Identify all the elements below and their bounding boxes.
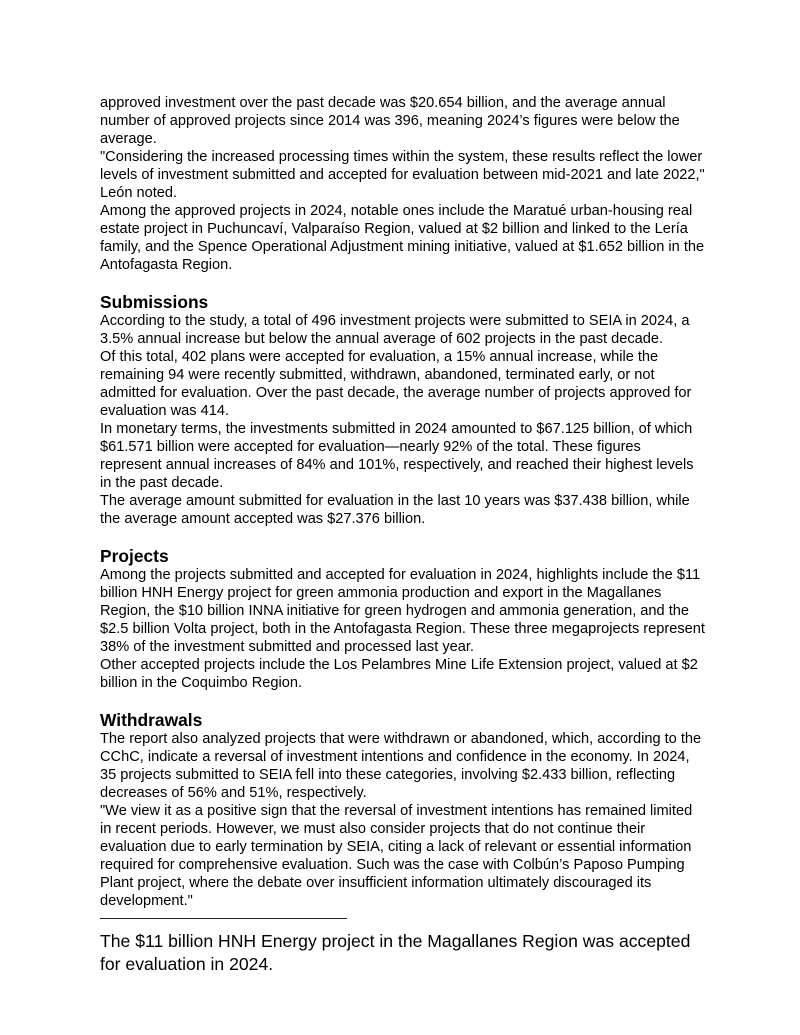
divider-line: ——————————————————— <box>100 910 347 925</box>
section-withdrawals <box>100 710 705 910</box>
section-submissions <box>100 292 705 528</box>
intro-block <box>100 94 705 274</box>
intro-paragraph: Among the approved projects in 2024, notable ones include the Maratué urban-housing real estate project in Puchuncaví, Valparaíso Region, valued at $2 billion and linked to the Lería family, and the Spence Operational Adjustment mining initiative, valued at $1.652 billion in the Antofagasta Region. <box>100 203 705 273</box>
image-caption: The $11 billion HNH Energy project in the Magallanes Region was accepted for evaluation in 2024. <box>100 931 691 974</box>
section-projects <box>100 546 705 692</box>
section-heading: Withdrawals <box>100 710 203 730</box>
document-page <box>100 94 705 976</box>
section-paragraph: "We view it as a positive sign that the reversal of investment intentions has remained limited in recent periods. However, we must also consider projects that do not continue their evaluation due to early termination by SEIA, citing a lack of relevant or essential information required for comprehensive evaluation. Such was the case with Colbún’s Paposo Pumping Plant project, where the debate over insufficient information ultimately discouraged its development." <box>100 803 693 909</box>
section-heading: Projects <box>100 546 169 566</box>
section-paragraph: According to the study, a total of 496 investment projects were submitted to SEIA in 2024, a 3.5% annual increase but below the annual average of 602 projects in the past decade. <box>100 313 690 347</box>
section-paragraph: Other accepted projects include the Los Pelambres Mine Life Extension project, valued at $2 billion in the Coquimbo Region. <box>100 657 698 691</box>
section-paragraph: Of this total, 402 plans were accepted for evaluation, a 15% annual increase, while the remaining 94 were recently submitted, withdrawn, abandoned, terminated early, or not admitted for evaluation. Over the past decade, the average number of projects approved for evaluation was 414. <box>100 349 692 419</box>
intro-paragraph: approved investment over the past decade was $20.654 billion, and the average annual number of approved projects since 2014 was 396, meaning 2024’s figures were below the average. <box>100 95 680 147</box>
section-paragraph: In monetary terms, the investments submitted in 2024 amounted to $67.125 billion, of which $61.571 billion were accepted for evaluation—nearly 92% of the total. These figures represent annual increases of 84% and 101%, respectively, and reached their highest levels in the past decade. <box>100 421 694 491</box>
section-heading: Submissions <box>100 292 209 312</box>
intro-paragraph: "Considering the increased processing times within the system, these results reflect the lower levels of investment submitted and accepted for evaluation between mid-2021 and late 2022," León noted. <box>100 149 705 201</box>
section-paragraph: The report also analyzed projects that were withdrawn or abandoned, which, according to the CChC, indicate a reversal of investment intentions and confidence in the economy. In 2024, 35 projects submitted to SEIA fell into these categories, involving $2.433 billion, reflecting decreases of 56% and 51%, respectively. <box>100 731 702 801</box>
section-paragraph: Among the projects submitted and accepted for evaluation in 2024, highlights include the $11 billion HNH Energy project for green ammonia production and export in the Magallanes Region, the $10 billion INNA initiative for green hydrogen and ammonia generation, and the $2.5 billion Volta project, both in the Antofagasta Region. These three megaprojects represent 38% of the investment submitted and processed last year. <box>100 567 705 655</box>
section-paragraph: The average amount submitted for evaluation in the last 10 years was $37.438 billion, while the average amount accepted was $27.376 billion. <box>100 493 690 527</box>
